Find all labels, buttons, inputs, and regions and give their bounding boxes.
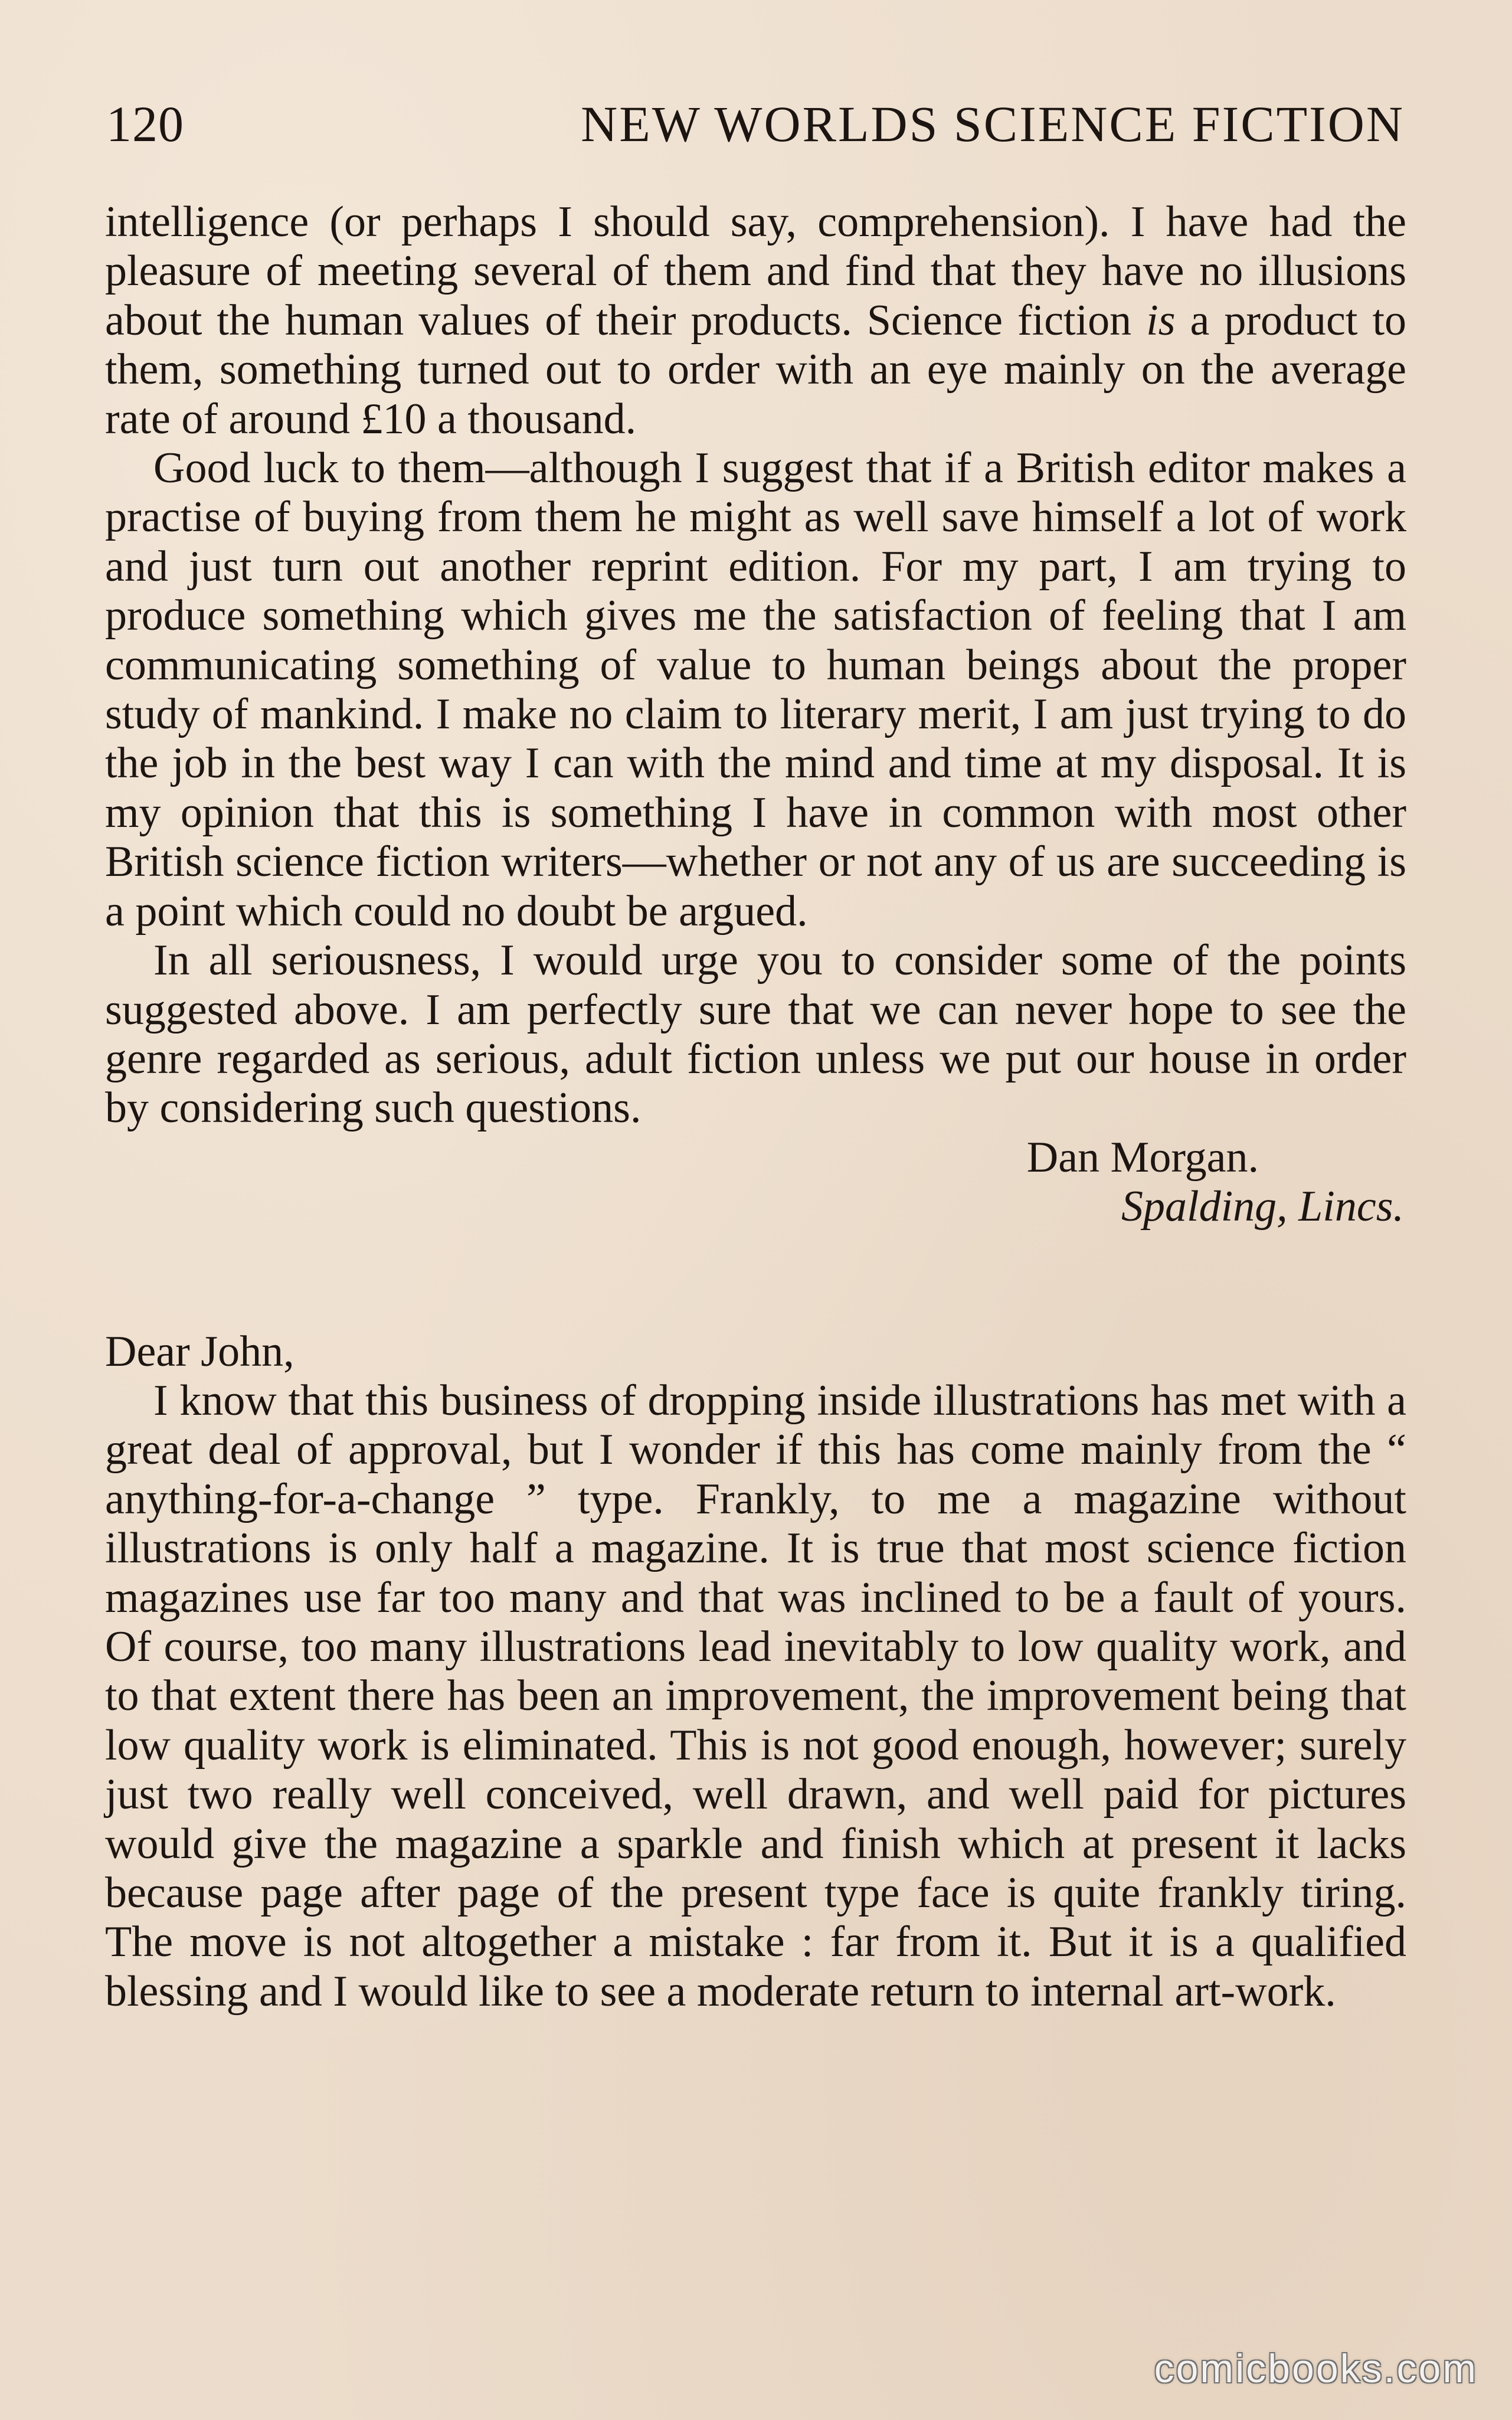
site-watermark: comicbooks.com bbox=[1154, 2346, 1478, 2391]
letters-column bbox=[105, 198, 1406, 2016]
signature-place: Spalding, Lincs. bbox=[1121, 1182, 1404, 1231]
signature-name: Dan Morgan. bbox=[1026, 1133, 1259, 1182]
running-title: NEW WORLDS SCIENCE FICTION bbox=[581, 96, 1405, 152]
page-number: 120 bbox=[106, 96, 184, 152]
letter-paragraph: intelligence (or perhaps I should say, comprehension). I have had the pleasure of meeting several of them and find that they have no illusions about the human values of their products. Science fiction is a product to them, something turned out to order with an eye mainly on the average rate of around £10 a thousand. bbox=[105, 198, 1406, 443]
salutation: Dear John, bbox=[105, 1327, 294, 1376]
emphasis-is: is bbox=[1146, 296, 1176, 345]
letter-paragraph: Good luck to them—although I suggest that if a British editor makes a practise of buying from them he might as well save himself a lot of work and just turn out another reprint edition. For my part, I am trying to produce something which gives me the satisfaction of feeling that I am communicating something of value to human beings about the proper study of mankind. I make no claim to literary merit, I am just trying to do the job in the best way I can with the mind and time at my disposal. It is my opinion that this is something I have in common with most other British science fiction writers—whether or not any of us are succeeding is a point which could no doubt be argued. bbox=[105, 444, 1406, 936]
letter-separator bbox=[105, 1232, 1406, 1327]
letter-paragraph: In all seriousness, I would urge you to consider some of the points suggested above. I am perfectly sure that we can never hope to see the genre regarded as serious, adult fiction unless we put our house in order by considering such questions. bbox=[105, 936, 1406, 1133]
page-header bbox=[106, 89, 1405, 159]
signature-block bbox=[105, 1133, 1406, 1232]
letter-dear-john bbox=[105, 1327, 1406, 2017]
letter-dan-morgan bbox=[105, 198, 1406, 1232]
letter-paragraph: I know that this business of dropping inside illustrations has met with a great deal of approval, but I wonder if this has come mainly from the “ anything-for-a-change ” type. Frankly, to me a magazine without illustrations is only half a magazine. It is true that most science fiction magazines use far too many and that was inclined to be a fault of yours. Of course, too many illustrations lead inevitably to low quality work, and to that extent there has been an improvement, the improvement being that low quality work is eliminated. This is not good enough, however; surely just two really well conceived, well drawn, and well paid for pictures would give the magazine a sparkle and finish which at present it lacks because page after page of the present type face is quite frankly tiring. The move is not altogether a mistake : far from it. But it is a qualified blessing and I would like to see a moderate return to internal art-work. bbox=[105, 1376, 1406, 2016]
